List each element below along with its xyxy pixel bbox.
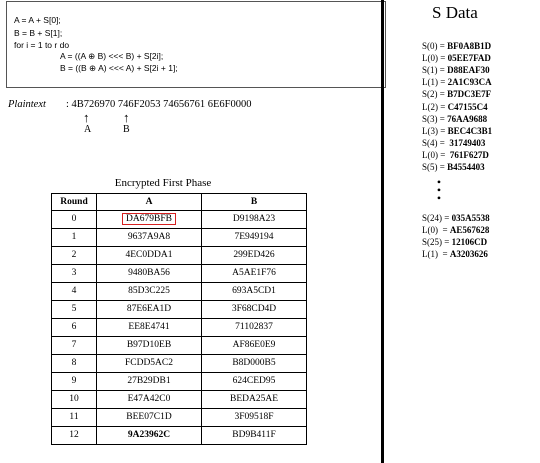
table-row <box>52 337 307 355</box>
sdata-entry <box>422 77 492 88</box>
b-cell <box>202 337 307 355</box>
b-cell <box>202 229 307 247</box>
sdata-entry-label: S(1) = <box>422 65 448 76</box>
sdata-entry-value: 76AA9688 <box>447 113 488 124</box>
round-cell <box>52 409 97 427</box>
sdata-title: S Data <box>432 3 478 22</box>
round-cell-text: 4 <box>71 286 77 296</box>
round-cell <box>52 247 97 265</box>
sdata-entry <box>422 53 491 64</box>
round-cell <box>52 373 97 391</box>
sdata-entry <box>422 89 491 100</box>
b-cell-text: A5AE1F76 <box>232 268 276 278</box>
b-cell <box>202 247 307 265</box>
a-cell <box>97 409 202 427</box>
b-cell-text: BD9B411F <box>232 430 276 440</box>
algorithm-line-5: B = ((B ⊕ A) <<< A) + S[2i + 1]; <box>60 63 178 73</box>
sdata-entry-value: BF0A8B1D <box>447 41 492 51</box>
b-cell-text: 624CED95 <box>232 376 276 386</box>
round-cell-text: 9 <box>71 376 77 386</box>
a-cell-text: BEE07C1D <box>126 412 172 422</box>
sdata-entry <box>422 225 489 236</box>
a-cell-text: 27B29DB1 <box>127 376 171 386</box>
table-row <box>52 409 307 427</box>
round-cell <box>52 337 97 355</box>
b-cell <box>202 265 307 283</box>
table-row <box>52 283 307 301</box>
round-cell-text: 3 <box>71 268 77 278</box>
header-b: B <box>202 194 307 211</box>
table-row <box>52 301 307 319</box>
table-header-row <box>52 194 307 211</box>
sdata-entry <box>422 162 485 173</box>
sdata-entry <box>422 114 487 125</box>
marker-b: B <box>123 124 130 135</box>
sdata-entry-label: L(0) = <box>422 149 450 160</box>
vertical-divider <box>381 0 384 463</box>
a-cell-text: 87E6EA1D <box>126 304 172 314</box>
arrow-up-icon-b: ↑ <box>123 110 130 125</box>
sdata-entry-label: S(24) = <box>422 213 452 223</box>
algorithm-box <box>6 1 386 88</box>
round-cell <box>52 283 97 301</box>
round-cell-text: 5 <box>71 304 77 314</box>
sdata-entry-value: 761F627D <box>449 149 489 160</box>
b-cell-text: 693A5CD1 <box>232 286 276 296</box>
b-cell <box>202 355 307 373</box>
a-cell <box>97 391 202 409</box>
a-cell-text: FCDD5AC2 <box>124 358 174 368</box>
plaintext-value: : 4B726970 746F2053 74656761 6E6F0000 <box>66 99 252 110</box>
a-cell <box>97 301 202 319</box>
algorithm-line-4: A = ((A ⊕ B) <<< B) + S[2i]; <box>60 51 164 61</box>
sdata-entry-label: S(5) = <box>422 162 448 172</box>
sdata-entry-value: BEC4C3B1 <box>447 125 493 136</box>
a-cell <box>97 355 202 373</box>
algorithm-line-1: A = A + S[0]; <box>14 15 61 25</box>
round-cell <box>52 265 97 283</box>
a-cell-text: 4EC0DDA1 <box>125 250 173 260</box>
table-row <box>52 211 307 229</box>
table-row <box>52 391 307 409</box>
b-cell <box>202 283 307 301</box>
header-round: Round <box>52 194 97 211</box>
b-cell <box>202 373 307 391</box>
sdata-entry <box>422 249 488 260</box>
a-cell-text: EE8E4741 <box>128 322 170 332</box>
sdata-entry-label: L(1) = <box>422 249 450 260</box>
sdata-entry-value: 12106CD <box>451 237 488 248</box>
table-row <box>52 247 307 265</box>
algorithm-line-2: B = B + S[1]; <box>14 28 63 38</box>
b-cell-text: B8D000B5 <box>232 358 276 368</box>
sdata-entry-label: S(4) = <box>422 137 450 148</box>
b-cell-text: AF86E0E9 <box>232 340 276 350</box>
sdata-entry <box>422 150 489 161</box>
b-cell-text: D9198A23 <box>232 214 276 224</box>
sdata-entry <box>422 213 490 224</box>
table-row <box>52 373 307 391</box>
sdata-entry-label: L(3) = <box>422 125 448 136</box>
a-cell-text: B97D10EB <box>126 340 172 350</box>
a-cell-text: E47A42C0 <box>127 394 171 404</box>
round-cell <box>52 301 97 319</box>
sdata-entry <box>422 126 492 137</box>
sdata-entry <box>422 65 490 76</box>
plaintext-label: Plaintext <box>8 99 46 110</box>
round-cell-text: 10 <box>69 394 79 404</box>
a-cell-text: 9480BA56 <box>128 268 170 278</box>
round-cell <box>52 229 97 247</box>
b-cell <box>202 319 307 337</box>
b-cell-text: BEDA25AE <box>229 394 279 404</box>
round-cell-text: 11 <box>69 412 79 422</box>
round-cell-text: 7 <box>71 340 77 350</box>
sdata-entry-label: L(0) = <box>422 53 448 64</box>
table-row <box>52 427 307 445</box>
arrow-up-icon-a: ↑ <box>83 110 90 125</box>
sdata-entry-label: S(25) = <box>422 237 452 248</box>
sdata-entry-label: S(2) = <box>422 89 448 100</box>
sdata-entry-value: D88EAF30 <box>447 65 490 76</box>
highlighted-value: DA679BFB <box>122 213 176 225</box>
a-cell-text: 9A23962C <box>127 430 171 440</box>
b-cell <box>202 427 307 445</box>
b-cell <box>202 211 307 229</box>
sdata-entry-value: 2A1C93CA <box>447 77 492 88</box>
sdata-entry-value: B4554403 <box>447 162 485 172</box>
b-cell-text: 299ED426 <box>233 250 275 260</box>
table-row <box>52 229 307 247</box>
sdata-entry <box>422 41 491 52</box>
sdata-entry-value: C47155C4 <box>447 101 488 112</box>
sdata-entry-value: A3203626 <box>449 249 488 260</box>
a-cell <box>97 319 202 337</box>
round-cell-text: 1 <box>71 232 77 242</box>
ellipsis-text: • • • <box>436 175 442 205</box>
marker-a: A <box>84 124 92 135</box>
a-cell <box>97 247 202 265</box>
b-cell <box>202 409 307 427</box>
a-cell <box>97 337 202 355</box>
sdata-entry <box>422 102 488 113</box>
round-cell <box>52 211 97 229</box>
b-cell-text: 3F68CD4D <box>231 304 277 314</box>
sdata-entry-value: 035A5538 <box>451 213 490 223</box>
table-title: Encrypted First Phase <box>114 177 212 189</box>
a-cell <box>97 229 202 247</box>
sdata-entry <box>422 138 485 149</box>
sdata-entry-label: L(2) = <box>422 101 448 112</box>
encrypted-phase-table <box>51 193 307 445</box>
sdata-entry-label: L(0) = <box>422 225 450 236</box>
sdata-entry-label: L(1) = <box>422 77 448 88</box>
a-cell <box>97 427 202 445</box>
round-cell <box>52 391 97 409</box>
algorithm-line-3: for i = 1 to r do <box>14 40 70 50</box>
sdata-entry-label: S(0) = <box>422 41 448 51</box>
sdata-entry-label: S(3) = <box>422 113 448 124</box>
b-cell <box>202 301 307 319</box>
sdata-entry <box>422 237 487 248</box>
a-cell <box>97 211 202 229</box>
ellipsis-dots <box>436 175 442 205</box>
header-a: A <box>97 194 202 211</box>
round-cell <box>52 427 97 445</box>
sdata-entry-value: 31749403 <box>449 137 486 148</box>
sdata-entry-value: AE567628 <box>449 225 490 236</box>
b-cell-text: 71102837 <box>235 322 273 332</box>
round-cell-text: 6 <box>71 322 77 332</box>
round-cell-text: 2 <box>71 250 77 260</box>
sdata-entry-value: B7DC3E7F <box>447 89 492 100</box>
sdata-entry-value: 05EE7FAD <box>447 53 491 64</box>
round-cell <box>52 319 97 337</box>
round-cell <box>52 355 97 373</box>
table-row <box>52 265 307 283</box>
a-cell <box>97 283 202 301</box>
round-cell-text: 12 <box>69 430 79 440</box>
b-cell <box>202 391 307 409</box>
a-cell <box>97 265 202 283</box>
table-row <box>52 319 307 337</box>
table-row <box>52 355 307 373</box>
round-cell-text: 0 <box>71 214 77 224</box>
a-cell <box>97 373 202 391</box>
a-cell-text: 9637A9A8 <box>127 232 171 242</box>
a-cell-text: 85D3C225 <box>128 286 170 296</box>
round-cell-text: 8 <box>71 358 77 368</box>
b-cell-text: 7E949194 <box>234 232 274 242</box>
b-cell-text: 3F09518F <box>234 412 274 422</box>
